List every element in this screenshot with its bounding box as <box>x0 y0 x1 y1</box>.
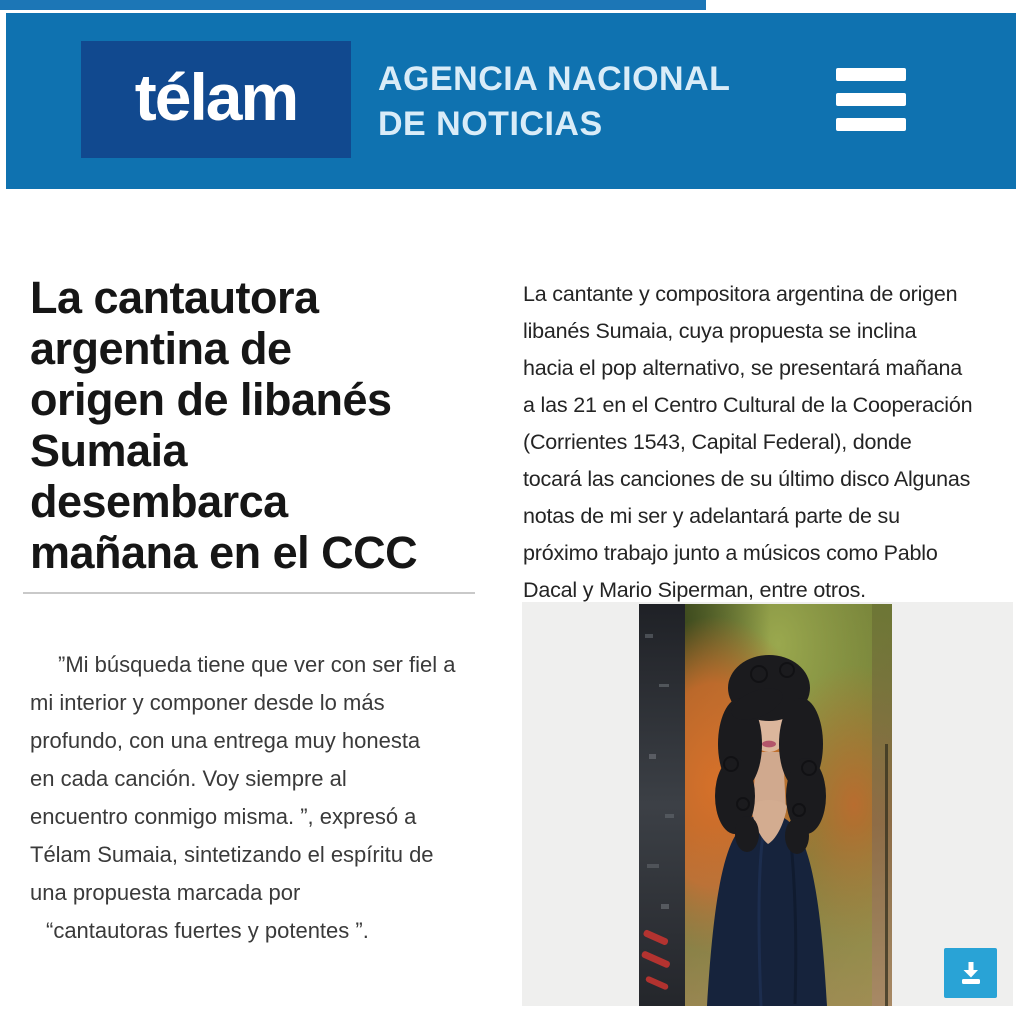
article-body <box>523 276 1019 609</box>
headline-line: mañana en el CCC <box>30 527 418 578</box>
hamburger-bar <box>836 93 906 106</box>
quote-line: encuentro conmigo misma. ”, expresó a <box>30 804 417 829</box>
agency-tagline-line2: DE NOTICIAS <box>378 105 603 143</box>
quote-line: una propuesta marcada por <box>30 880 301 905</box>
body-line: notas de mi ser y adelantará parte de su <box>523 504 900 528</box>
agency-tagline <box>378 57 730 147</box>
menu-button[interactable] <box>836 68 906 146</box>
quote-line: profundo, con una entrega muy honesta <box>30 728 421 753</box>
photo-panel <box>522 602 1013 1006</box>
top-accent-strip <box>0 0 706 10</box>
pull-quote <box>30 646 505 950</box>
body-line: tocará las canciones de su último disco Algunas <box>523 467 971 491</box>
telam-logo-text: télam <box>134 59 298 134</box>
agency-tagline-line1: AGENCIA NACIONAL <box>378 60 731 98</box>
quote-line: mi interior y componer desde lo más <box>30 690 385 715</box>
download-button[interactable] <box>944 948 997 998</box>
body-line: próximo trabajo junto a músicos como Pablo <box>523 541 938 565</box>
quote-line: Télam Sumaia, sintetizando el espíritu de <box>30 842 434 867</box>
article-photo <box>639 604 892 1006</box>
hamburger-icon <box>836 68 906 81</box>
body-line: (Corrientes 1543, Capital Federal), donde <box>523 430 912 454</box>
body-line: a las 21 en el Centro Cultural de la Cooperación <box>523 393 973 417</box>
headline-divider <box>23 592 475 594</box>
headline-line: Sumaia <box>30 425 188 476</box>
body-line: hacia el pop alternativo, se presentará mañana <box>523 356 963 380</box>
portrait-illustration <box>639 604 892 1006</box>
headline-line: desembarca <box>30 476 288 527</box>
header-banner <box>6 13 1016 189</box>
telam-logo[interactable] <box>81 41 351 158</box>
body-line: libanés Sumaia, cuya propuesta se inclina <box>523 319 917 343</box>
headline-line: origen de libanés <box>30 374 392 425</box>
quote-line: ”Mi búsqueda tiene que ver con ser fiel a <box>58 652 456 677</box>
headline-line: La cantautora <box>30 272 319 323</box>
body-line: Dacal y Mario Siperman, entre otros. <box>523 578 866 602</box>
quote-line: “cantautoras fuertes y potentes ”. <box>46 918 369 943</box>
quote-line: en cada canción. Voy siempre al <box>30 766 347 791</box>
body-line: La cantante y compositora argentina de origen <box>523 282 958 306</box>
article-headline <box>30 272 490 578</box>
headline-line: argentina de <box>30 323 292 374</box>
hamburger-bar <box>836 118 906 131</box>
download-icon <box>958 960 984 986</box>
